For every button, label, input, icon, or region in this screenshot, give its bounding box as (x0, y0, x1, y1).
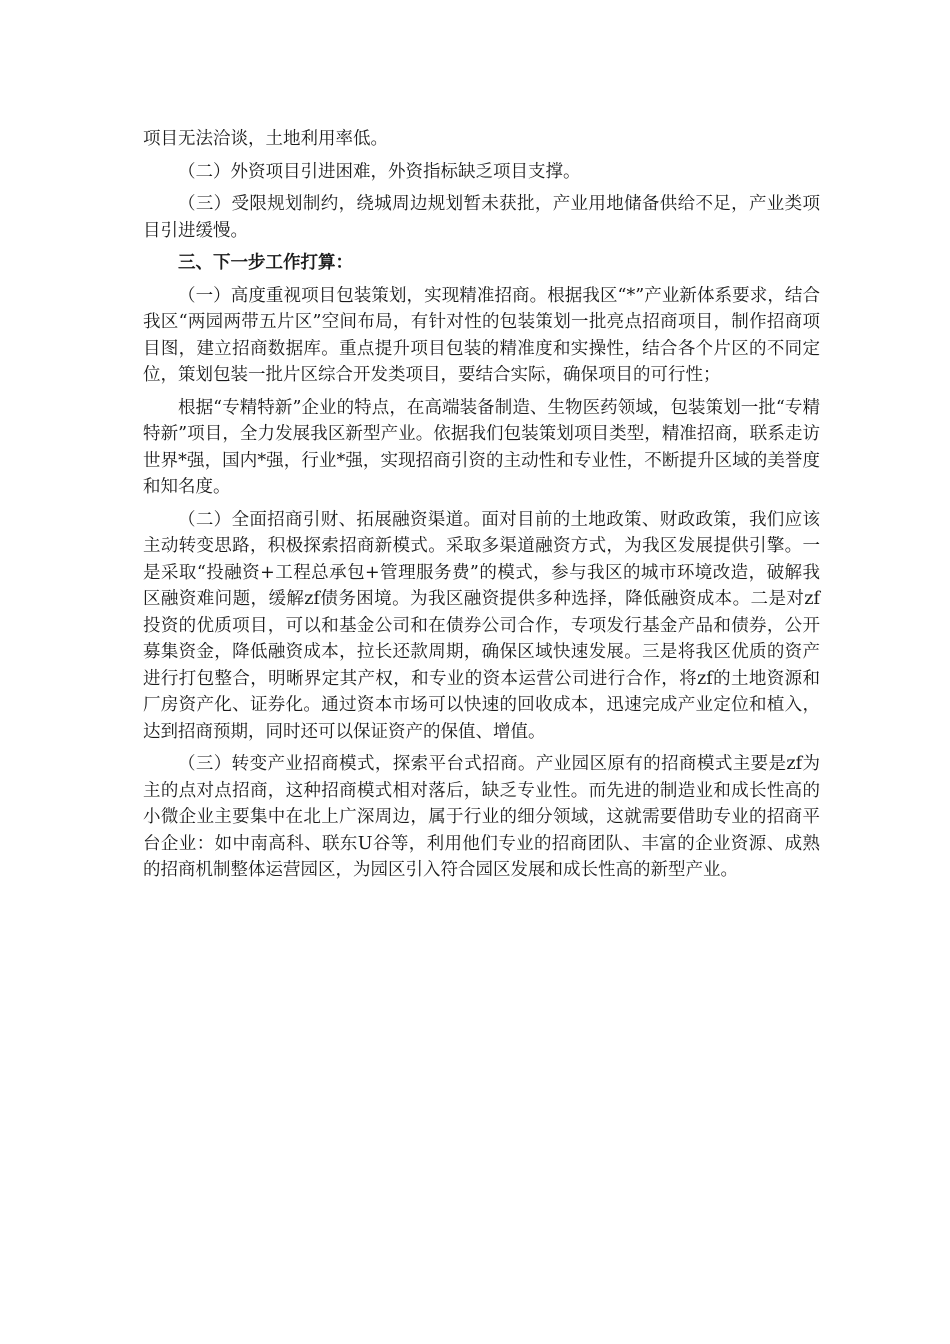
document-page (143, 126, 820, 890)
paragraph-plan-2: （二）全面招商引财、拓展融资渠道。面对目前的土地政策、财政政策，我们应该主动转变思路，积极探索招商新模式。采取多渠道融资方式，为我区发展提供引擎。一是采取“投融资+工程总承包+管理服务费”的模式，参与我区的城市环境改造，破解我区融资难问题，缓解zf债务困境。为我区融资提供多种选择，降低融资成本。二是对zf投资的优质项目，可以和基金公司和在债券公司合作，专项发行基金产品和债券，公开募集资金，降低融资成本，拉长还款周期，确保区域快速发展。三是将我区优质的资产进行打包整合，明晰界定其产权，和专业的资本运营公司进行合作，将zf的土地资源和厂房资产化、证券化。通过资本市场可以快速的回收成本，迅速完成产业定位和植入，达到招商预期，同时还可以保证资产的保值、增值。 (143, 509, 820, 742)
section-heading-next-steps: 三、下一步工作打算： (178, 253, 353, 273)
paragraph-issue-2: （二）外资项目引进困难，外资指标缺乏项目支撑。 (178, 161, 581, 182)
paragraph-continuation: 项目无法洽谈，土地利用率低。 (143, 129, 388, 149)
paragraph-plan-1-detail: 根据“专精特新”企业的特点，在高端装备制造、生物医药领域，包装策划一批“专精特新”项目，全力发展我区新型产业。依据我们包装策划项目类型，精准招商，联系走访世界*强，国内*强，行业*强，实现招商引资的主动性和专业性，不断提升区域的美誉度和知名度。 (143, 397, 820, 497)
paragraph-issue-3: （三）受限规划制约，绕城周边规划暂未获批，产业用地储备供给不足，产业类项目引进缓慢。 (143, 194, 820, 241)
paragraph-plan-3: （三）转变产业招商模式，探索平台式招商。产业园区原有的招商模式主要是zf为主的点对点招商，这种招商模式相对落后，缺乏专业性。而先进的制造业和成长性高的小微企业主要集中在北上广深周边，属于行业的细分领域，这就需要借助专业的招商平台企业：如中南高科、联东U谷等，利用他们专业的招商团队、丰富的企业资源、成熟的招商机制整体运营园区，为园区引入符合园区发展和成长性高的新型产业。 (143, 754, 820, 880)
paragraph-plan-1: （一）高度重视项目包装策划，实现精准招商。根据我区“*”产业新体系要求，结合我区“两园两带五片区”空间布局，有针对性的包装策划一批亮点招商项目，制作招商项目图，建立招商数据库。重点提升项目包装的精准度和实操性，结合各个片区的不同定位，策划包装一批片区综合开发类项目，要结合实际，确保项目的可行性； (143, 285, 820, 385)
